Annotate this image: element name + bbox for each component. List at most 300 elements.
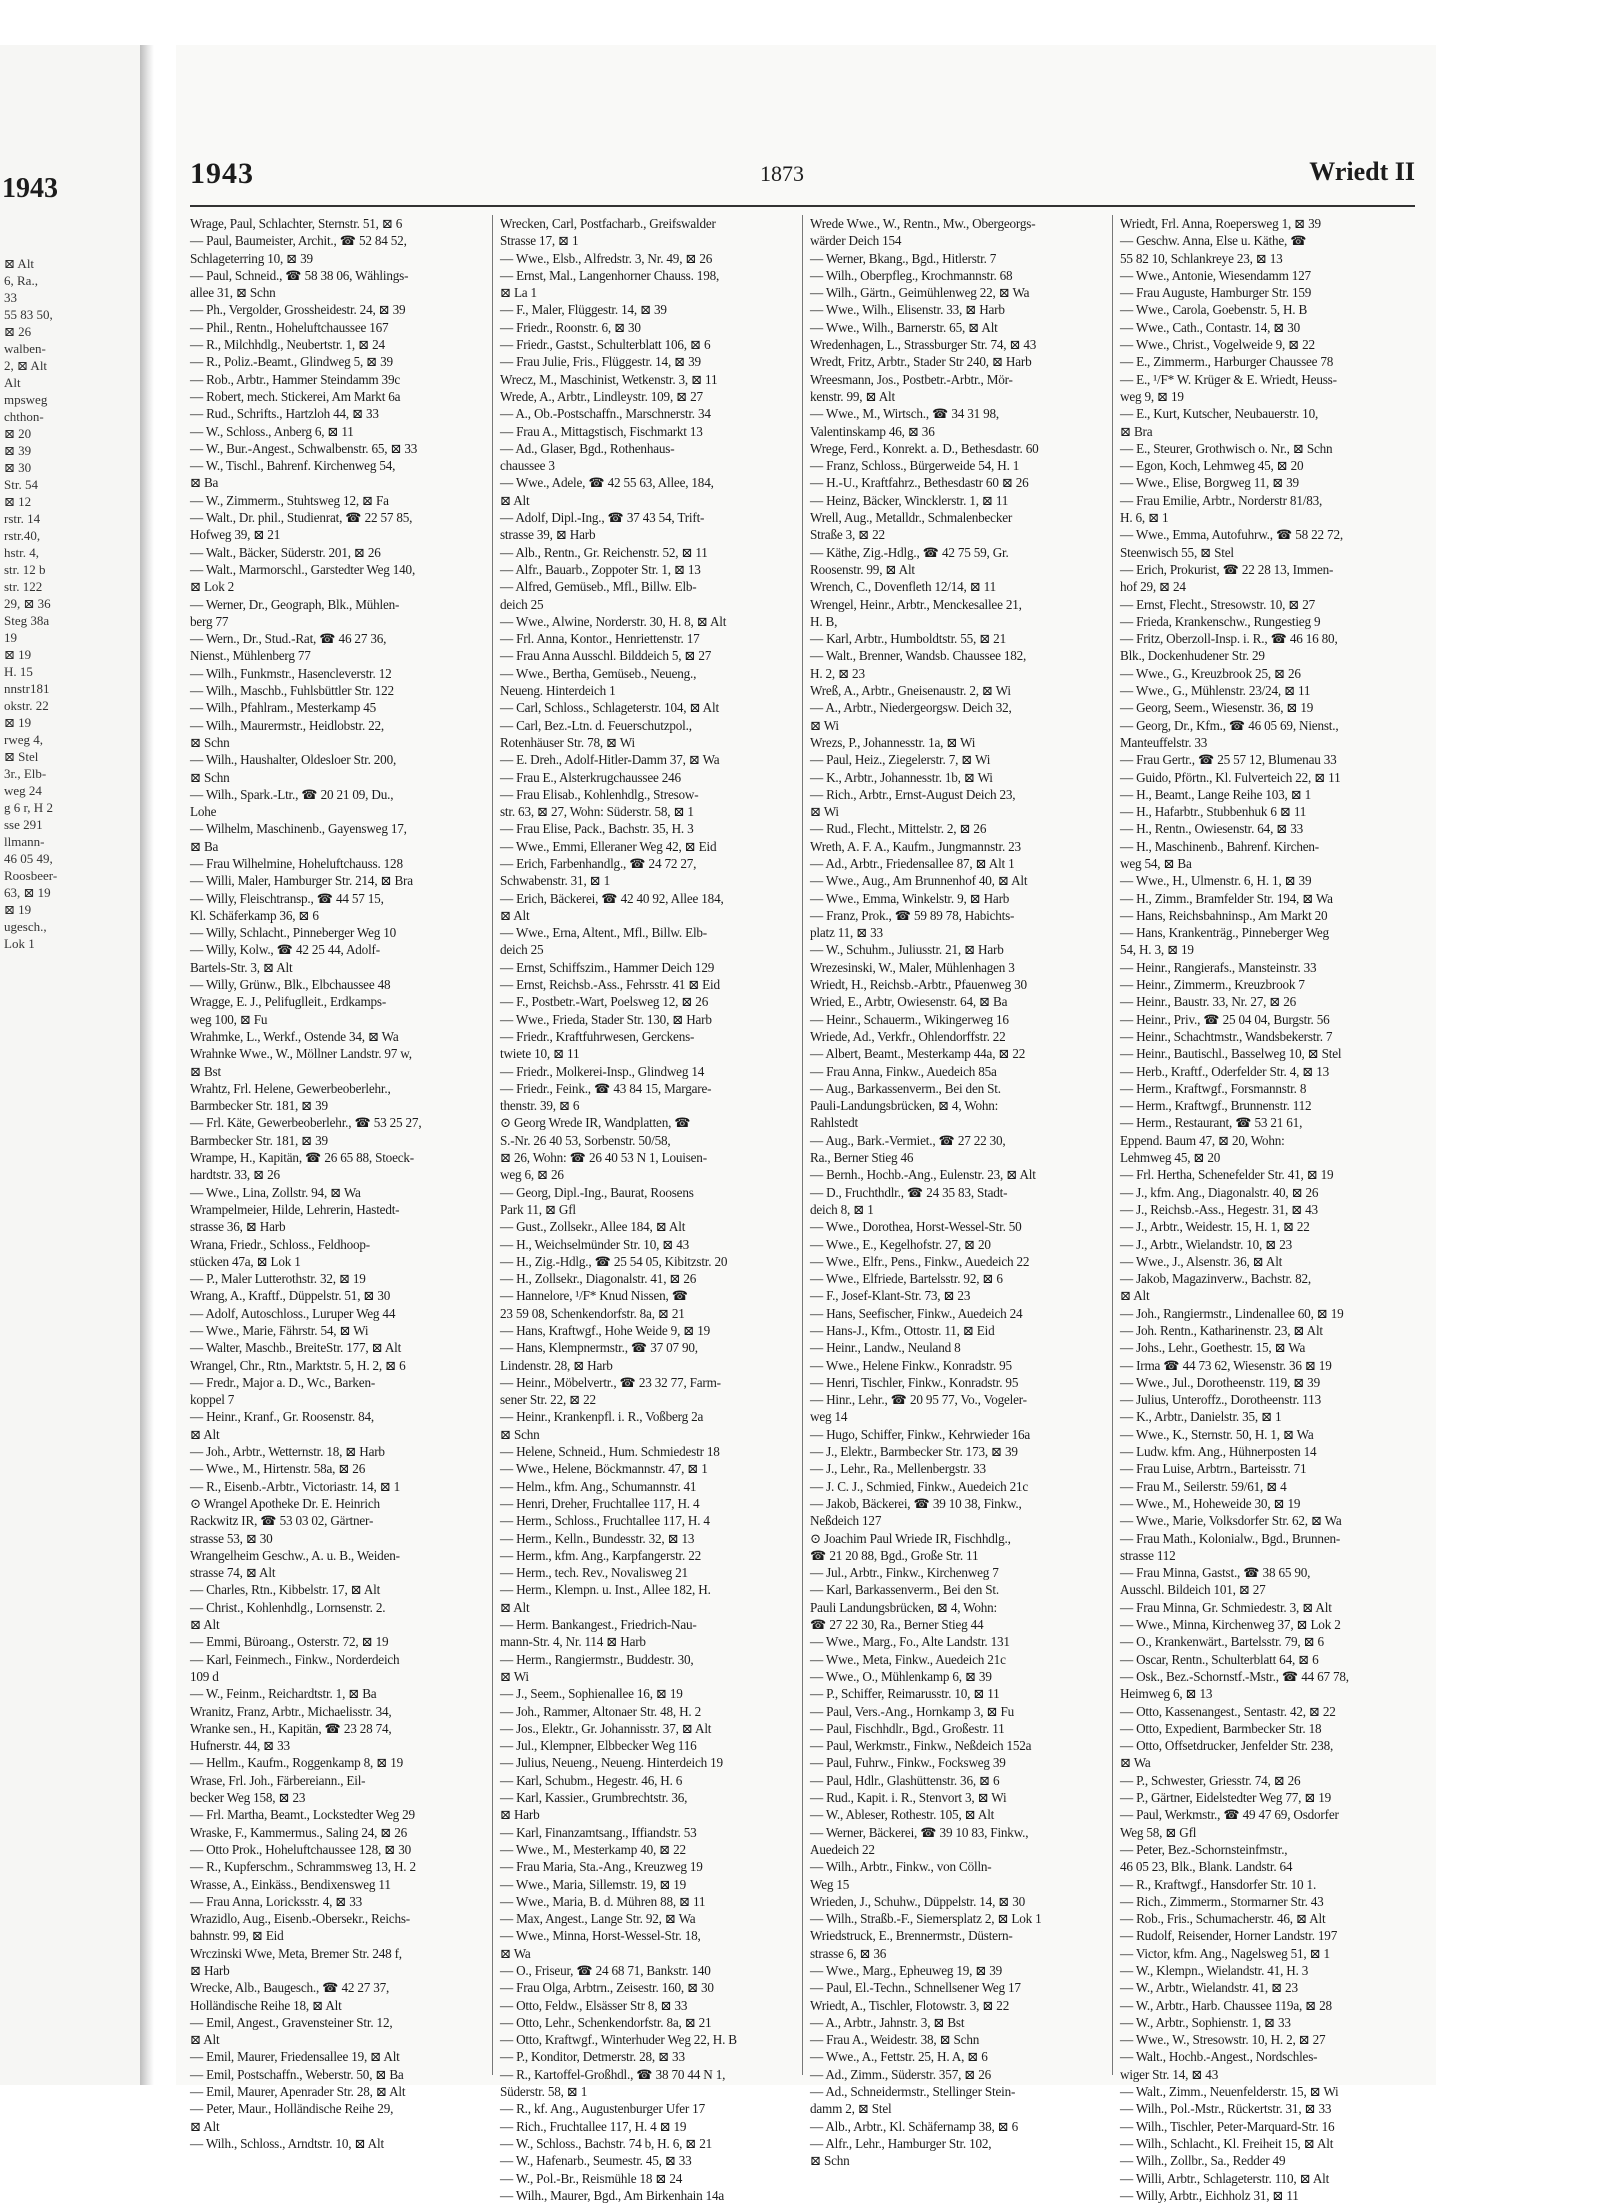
directory-entry: ⊙ Joachim Paul Wriede IR, Fischhdlg., bbox=[810, 1530, 1011, 1546]
directory-entry: bahnstr. 99, ⊠ Eid bbox=[190, 1928, 284, 1944]
directory-entry: — Guido, Pförtn., Kl. Fulverteich 22, ⊠ 11 bbox=[1120, 769, 1341, 785]
directory-entry: — Herb., Kraftf., Oderfelder Str. 4, ⊠ 13 bbox=[1120, 1063, 1330, 1079]
directory-entry: Rotenhäuser Str. 78, ⊠ Wi bbox=[500, 734, 635, 750]
directory-entry: — Ernst, Flecht., Stresowstr. 10, ⊠ 27 bbox=[1120, 596, 1316, 612]
left-page-line: rstr. 14 bbox=[4, 511, 41, 526]
directory-entry: — Wwe., Bertha, Gemüseb., Neueng., bbox=[500, 665, 697, 681]
directory-entry: deich 8, ⊠ 1 bbox=[810, 1201, 874, 1217]
directory-entry: — Ernst, Reichsb.-Ass., Fehrsstr. 41 ⊠ Eid bbox=[500, 977, 720, 993]
directory-entry: — J., Elektr., Barmbecker Str. 173, ⊠ 39 bbox=[810, 1444, 1018, 1460]
directory-entry: Schlageterring 10, ⊠ 39 bbox=[190, 250, 313, 266]
directory-entry: — Joh., Arbtr., Wetternstr. 18, ⊠ Harb bbox=[190, 1444, 385, 1460]
directory-entry: — Paul, Heiz., Ziegelerstr. 7, ⊠ Wi bbox=[810, 752, 991, 768]
directory-entry: — Wwe., Wilh., Barnerstr. 65, ⊠ Alt bbox=[810, 319, 998, 335]
directory-entry: ⊠ 26, Wohn: ☎ 26 40 53 N 1, Louisen- bbox=[500, 1150, 707, 1166]
directory-entry: — Friedr., Kraftfuhrwesen, Gerckens- bbox=[500, 1028, 695, 1044]
directory-entry: Wrezesinski, W., Maler, Mühlenhagen 3 bbox=[810, 959, 1015, 975]
directory-entry: H. B, bbox=[810, 613, 838, 629]
directory-entry: — Hans, Seefischer, Finkw., Auedeich 24 bbox=[810, 1305, 1023, 1321]
directory-entry: — Rich., Fruchtallee 117, H. 4 ⊠ 19 bbox=[500, 2118, 687, 2134]
column-divider bbox=[802, 215, 803, 2075]
directory-entry: — Walt., Dr. phil., Studienrat, ☎ 22 57 85, bbox=[190, 510, 413, 526]
directory-entry: — P., Maler Lutterothstr. 32, ⊠ 19 bbox=[190, 1271, 366, 1287]
directory-entry: — Georg, Dipl.-Ing., Baurat, Roosens bbox=[500, 1184, 694, 1200]
left-page-line: Lok 1 bbox=[4, 936, 35, 951]
directory-entry: — Julius, Unteroffz., Dorotheenstr. 113 bbox=[1120, 1392, 1321, 1408]
directory-entry: — Paul, Fischhdlr., Bgd., Großestr. 11 bbox=[810, 1720, 1005, 1736]
directory-entry: — Wwe., E., Kegelhofstr. 27, ⊠ 20 bbox=[810, 1236, 991, 1252]
directory-entry: Barmbecker Str. 181, ⊠ 39 bbox=[190, 1098, 328, 1114]
directory-entry: — Oscar, Rentn., Schulterblatt 64, ⊠ 6 bbox=[1120, 1651, 1319, 1667]
directory-entry: — Otto, Lehr., Schenkendorfstr. 8a, ⊠ 21 bbox=[500, 2014, 712, 2030]
directory-entry: — Wwe., Meta, Finkw., Auedeich 21c bbox=[810, 1651, 1006, 1667]
directory-entry: — Frau A., Mittagstisch, Fischmarkt 13 bbox=[500, 423, 703, 439]
directory-entry: ⊠ Harb bbox=[500, 1807, 540, 1823]
directory-entry: — W., Zimmerm., Stuhtsweg 12, ⊠ Fa bbox=[190, 492, 389, 508]
directory-entry: — Ludw. kfm. Ang., Hühnerposten 14 bbox=[1120, 1444, 1317, 1460]
directory-entry: Weg 15 bbox=[810, 1876, 850, 1892]
header-page-number: 1873 bbox=[760, 161, 804, 186]
directory-entry: Weg 58, ⊠ Gfl bbox=[1120, 1824, 1197, 1840]
directory-entry: — W., Feinm., Reichardtstr. 1, ⊠ Ba bbox=[190, 1686, 377, 1702]
directory-entry: ⊠ Ba bbox=[190, 475, 219, 491]
directory-entry: — Wwe., Marg., Epheuweg 19, ⊠ 39 bbox=[810, 1962, 1003, 1978]
directory-entry: — Willi, Arbtr., Schlageterstr. 110, ⊠ Alt bbox=[1120, 2170, 1330, 2186]
directory-entry: — Frau Julie, Fris., Flüggestr. 14, ⊠ 39 bbox=[500, 354, 701, 370]
directory-entry: — Heinr., Krankenpfl. i. R., Voßberg 2a bbox=[500, 1409, 704, 1425]
directory-entry: — E., Steurer, Grothwisch o. Nr., ⊠ Schn bbox=[1120, 440, 1333, 456]
directory-entry: — Heinr., Landw., Neuland 8 bbox=[810, 1340, 961, 1356]
directory-entry: ⊠ La 1 bbox=[500, 285, 537, 301]
directory-entry: — Wilh., Funkmstr., Hasencleverstr. 12 bbox=[190, 665, 392, 681]
directory-entry: — Otto, Feldw., Elsässer Str 8, ⊠ 33 bbox=[500, 1997, 688, 2013]
directory-entry: — H., Maschinenb., Bahrenf. Kirchen- bbox=[1120, 838, 1319, 854]
left-page-fragment bbox=[0, 45, 148, 2085]
directory-entry: ⊠ Alt bbox=[500, 492, 530, 508]
directory-entry: kenstr. 99, ⊠ Alt bbox=[810, 388, 895, 404]
directory-entry: — Wilh., Zollbr., Sa., Redder 49 bbox=[1120, 2153, 1286, 2169]
directory-entry: Park 11, ⊠ Gfl bbox=[500, 1201, 576, 1217]
directory-entry: — Joh., Rammer, Altonaer Str. 48, H. 2 bbox=[500, 1703, 702, 1719]
directory-entry: — Wwe., Erna, Altent., Mfl., Billw. Elb- bbox=[500, 925, 707, 941]
directory-entry: 109 d bbox=[190, 1668, 219, 1684]
directory-entry: — Wilh., Oberpfleg., Krochmannstr. 68 bbox=[810, 267, 1013, 283]
directory-entry: ⊠ Ba bbox=[190, 838, 219, 854]
directory-entry: — Jos., Elektr., Gr. Johannisstr. 37, ⊠ Alt bbox=[500, 1720, 712, 1736]
column-divider bbox=[492, 215, 493, 2075]
directory-entry: — Wwe., M., Wirtsch., ☎ 34 31 98, bbox=[810, 406, 1000, 422]
directory-entry: — Werner, Dr., Geograph, Blk., Mühlen- bbox=[190, 596, 400, 612]
directory-entry: stücken 47a, ⊠ Lok 1 bbox=[190, 1253, 301, 1269]
directory-entry: — Wilh., Maurermstr., Heidlobstr. 22, bbox=[190, 717, 385, 733]
directory-entry: — Wilh., Pol.-Mstr., Rückertstr. 31, ⊠ 33 bbox=[1120, 2101, 1332, 2117]
directory-entry: — Hans, Reichsbahninsp., Am Markt 20 bbox=[1120, 907, 1328, 923]
directory-entry: — E., ¹/F* W. Krüger & E. Wriedt, Heuss- bbox=[1120, 371, 1337, 387]
directory-entry: — R., Kupferschm., Schrammsweg 13, H. 2 bbox=[190, 1859, 416, 1875]
directory-entry: platz 11, ⊠ 33 bbox=[810, 925, 883, 941]
directory-entry: Wrang, A., Kraftf., Düppelstr. 51, ⊠ 30 bbox=[190, 1288, 391, 1304]
directory-entry: — W., Arbtr., Wielandstr. 41, ⊠ 23 bbox=[1120, 1980, 1298, 1996]
directory-entry: koppel 7 bbox=[190, 1392, 235, 1408]
directory-entry: — Erich, Prokurist, ☎ 22 28 13, Immen- bbox=[1120, 561, 1334, 577]
left-page-line: ⊠ Stel bbox=[4, 749, 39, 764]
directory-entry: Wriedt, H., Reichsb.-Arbtr., Pfauenweg 30 bbox=[810, 977, 1027, 993]
directory-entry: — Wilh., Tischler, Peter-Marquard-Str. 16 bbox=[1120, 2118, 1335, 2134]
directory-entry: — Karl, Barkassenverm., Bei den St. bbox=[810, 1582, 999, 1598]
directory-entry: — P., Schiffer, Reimarusstr. 10, ⊠ 11 bbox=[810, 1686, 1000, 1702]
directory-entry: Schwabenstr. 31, ⊠ 1 bbox=[500, 873, 610, 889]
directory-entry: Holländische Reihe 18, ⊠ Alt bbox=[190, 1997, 342, 2013]
directory-entry: — Frau Luise, Arbtrn., Barteisstr. 71 bbox=[1120, 1461, 1307, 1477]
directory-entry: Roosenstr. 99, ⊠ Alt bbox=[810, 561, 915, 577]
directory-entry: ☎ 27 22 30, Ra., Berner Stieg 44 bbox=[810, 1617, 984, 1633]
directory-entry: Strasse 17, ⊠ 1 bbox=[500, 233, 579, 249]
directory-entry: — W., Klempn., Wielandstr. 41, H. 3 bbox=[1120, 1962, 1309, 1978]
directory-entry: — Hellm., Kaufm., Roggenkamp 8, ⊠ 19 bbox=[190, 1755, 403, 1771]
directory-entry: Bartels-Str. 3, ⊠ Alt bbox=[190, 959, 293, 975]
directory-entry: — Otto Prok., Hoheluftchaussee 128, ⊠ 30 bbox=[190, 1841, 411, 1857]
directory-entry: — Julius, Neueng., Neueng. Hinterdeich 19 bbox=[500, 1755, 723, 1771]
directory-entry: — Wwe., Marie, Volksdorfer Str. 62, ⊠ Wa bbox=[1120, 1513, 1342, 1529]
directory-entry: weg 14 bbox=[810, 1409, 848, 1425]
directory-entry: — Wwe., M., Mesterkamp 40, ⊠ 22 bbox=[500, 1841, 686, 1857]
directory-entry: Wragge, E. J., Pelifuglleit., Erdkamps- bbox=[190, 994, 387, 1010]
directory-entry: — Emil, Maurer, Apenrader Str. 28, ⊠ Alt bbox=[190, 2084, 406, 2100]
directory-entry: — Wwe., Antonie, Wiesendamm 127 bbox=[1120, 267, 1311, 283]
directory-entry: — Johs., Lehr., Goethestr. 15, ⊠ Wa bbox=[1120, 1340, 1306, 1356]
directory-entry: ⊠ Alt bbox=[190, 2032, 220, 2048]
left-page-line: 55 83 50, bbox=[4, 307, 53, 322]
directory-entry: — Wilh., Schlacht., Kl. Freiheit 15, ⊠ Alt bbox=[1120, 2135, 1334, 2151]
directory-entry: — W., Tischl., Bahrenf. Kirchenweg 54, bbox=[190, 458, 396, 474]
directory-entry: — Frau Anna, Loricksstr. 4, ⊠ 33 bbox=[190, 1893, 363, 1909]
directory-entry: Auedeich 22 bbox=[810, 1841, 875, 1857]
directory-entry: — J. C. J., Schmied, Finkw., Auedeich 21c bbox=[810, 1478, 1029, 1494]
directory-entry: — Wilh., Haushalter, Oldesloer Str. 200, bbox=[190, 752, 397, 768]
directory-entry: — Frau Minna, Gastst., ☎ 38 65 90, bbox=[1120, 1565, 1311, 1581]
directory-entry: Wriedt, Frl. Anna, Roepersweg 1, ⊠ 39 bbox=[1120, 216, 1321, 231]
directory-entry: — Albert, Beamt., Mesterkamp 44a, ⊠ 22 bbox=[810, 1046, 1026, 1062]
directory-entry: Wrase, Frl. Joh., Färbereiann., Eil- bbox=[190, 1772, 366, 1788]
directory-entry: Wrana, Friedr., Schloss., Feldhoop- bbox=[190, 1236, 370, 1252]
directory-entry: — W., Hafenarb., Seumestr. 45, ⊠ 33 bbox=[500, 2153, 692, 2169]
directory-entry: — Käthe, Zig.-Hdlg., ☎ 42 75 59, Gr. bbox=[810, 544, 1009, 560]
directory-entry: — Friedr., Gastst., Schulterblatt 106, ⊠ 6 bbox=[500, 337, 711, 353]
directory-entry: — Alb., Arbtr., Kl. Schäfernamp 38, ⊠ 6 bbox=[810, 2118, 1018, 2134]
directory-entry: Süderstr. 58, ⊠ 1 bbox=[500, 2084, 588, 2100]
directory-entry: — Hans, Klempnermstr., ☎ 37 07 90, bbox=[500, 1340, 698, 1356]
directory-entry: ⊠ Alt bbox=[500, 1599, 530, 1615]
directory-entry: — Friedr., Roonstr. 6, ⊠ 30 bbox=[500, 319, 641, 335]
directory-entry: — Jul., Klempner, Elbbecker Weg 116 bbox=[500, 1738, 697, 1754]
directory-entry: — Gust., Zollsekr., Allee 184, ⊠ Alt bbox=[500, 1219, 686, 1235]
directory-entry: ⊠ Alt bbox=[190, 1617, 220, 1633]
directory-entry: — E., Kurt, Kutscher, Neubauerstr. 10, bbox=[1120, 406, 1319, 422]
directory-entry: — Walt., Brenner, Wandsb. Chaussee 182, bbox=[810, 648, 1027, 664]
directory-entry: chaussee 3 bbox=[500, 458, 555, 474]
directory-entry: — Walt., Marmorschl., Garstedter Weg 140, bbox=[190, 561, 416, 577]
directory-entry: — Paul, Hdlr., Glashüttenstr. 36, ⊠ 6 bbox=[810, 1772, 1000, 1788]
directory-entry: — J., Arbtr., Weidestr. 15, H. 1, ⊠ 22 bbox=[1120, 1219, 1310, 1235]
directory-entry: — F., Josef-Klant-Str. 73, ⊠ 23 bbox=[810, 1288, 971, 1304]
directory-entry: — Ad., Arbtr., Friedensallee 87, ⊠ Alt 1 bbox=[810, 855, 1015, 871]
directory-entry: 46 05 23, Blk., Blank. Landstr. 64 bbox=[1120, 1859, 1293, 1875]
column-divider bbox=[1112, 215, 1113, 2075]
directory-entry: Kl. Schäferkamp 36, ⊠ 6 bbox=[190, 907, 319, 923]
directory-entry: Lehmweg 45, ⊠ 20 bbox=[1120, 1150, 1221, 1166]
directory-entry: — Georg, Seem., Wiesenstr. 36, ⊠ 19 bbox=[1120, 700, 1314, 716]
left-page-line: Roosbeer- bbox=[4, 868, 58, 883]
directory-entry: — H., Weichselmünder Str. 10, ⊠ 43 bbox=[500, 1236, 690, 1252]
directory-entry: — Karl, Arbtr., Humboldtstr. 55, ⊠ 21 bbox=[810, 631, 1006, 647]
directory-entry: — Wilh., Spark.-Ltr., ☎ 20 21 09, Du., bbox=[190, 786, 394, 802]
directory-entry: Pauli-Landungsbrücken, ⊠ 4, Wohn: bbox=[810, 1098, 999, 1114]
directory-entry: Wredenhagen, L., Strassburger Str. 74, ⊠ 43 bbox=[810, 337, 1037, 353]
directory-entry: — Wwe., Aug., Am Brunnenhof 40, ⊠ Alt bbox=[810, 873, 1028, 889]
directory-entry: — Osk., Bez.-Schornstf.-Mstr., ☎ 44 67 78, bbox=[1120, 1668, 1349, 1684]
left-page-line: 46 05 49, bbox=[4, 851, 53, 866]
book-gutter bbox=[140, 45, 154, 2085]
directory-entry: — H., Hafarbtr., Stubbenhuk 6 ⊠ 11 bbox=[1120, 804, 1307, 820]
directory-entry: — Willy, Kolw., ☎ 42 25 44, Adolf- bbox=[190, 942, 380, 958]
directory-entry: — Frieda, Krankenschw., Rungestieg 9 bbox=[1120, 613, 1321, 629]
directory-entry: — J., Lehr., Ra., Mellenbergstr. 33 bbox=[810, 1461, 986, 1477]
directory-entry: — Robert, mech. Stickerei, Am Markt 6a bbox=[190, 388, 401, 404]
directory-entry: — W., Bur.-Angest., Schwalbenstr. 65, ⊠ 33 bbox=[190, 440, 418, 456]
directory-entry: Neueng. Hinterdeich 1 bbox=[500, 683, 616, 699]
directory-entry: — Wwe., Lina, Zollstr. 94, ⊠ Wa bbox=[190, 1184, 361, 1200]
directory-entry: — Emil, Postschaffn., Weberstr. 50, ⊠ Ba bbox=[190, 2066, 404, 2082]
directory-entry: — Fritz, Oberzoll-Insp. i. R., ☎ 46 16 80, bbox=[1120, 631, 1338, 647]
directory-entry: Wrege, Ferd., Konrekt. a. D., Bethesdastr. 60 bbox=[810, 440, 1039, 456]
directory-entry: — Frl. Martha, Beamt., Lockstedter Weg 29 bbox=[190, 1807, 415, 1823]
directory-entry: ⊠ Wi bbox=[810, 804, 839, 820]
directory-entry: Ra., Berner Stieg 46 bbox=[810, 1150, 914, 1166]
directory-entry: — R., kf. Ang., Augustenburger Ufer 17 bbox=[500, 2101, 705, 2117]
directory-entry: — Rud., Kapit. i. R., Stenvort 3, ⊠ Wi bbox=[810, 1790, 1007, 1806]
directory-entry: Wrecken, Carl, Postfacharb., Greifswalder bbox=[500, 216, 716, 231]
left-page-line: okstr. 22 bbox=[4, 698, 49, 713]
column-4 bbox=[1120, 215, 1414, 2203]
directory-entry: — W., Arbtr., Harb. Chaussee 119a, ⊠ 28 bbox=[1120, 1997, 1332, 2013]
directory-entry: — Herm., Kraftwgf., Brunnenstr. 112 bbox=[1120, 1098, 1312, 1114]
directory-entry: — Adolf, Autoschloss., Luruper Weg 44 bbox=[190, 1305, 396, 1321]
directory-entry: Wriede, Ad., Verkfr., Ohlendorffstr. 22 bbox=[810, 1028, 1006, 1044]
left-page-line: ⊠ 39 bbox=[4, 443, 32, 458]
directory-entry: — Wilh., Schloss., Arndtstr. 10, ⊠ Alt bbox=[190, 2135, 384, 2151]
directory-entry: 23 59 08, Schenkendorfstr. 8a, ⊠ 21 bbox=[500, 1305, 685, 1321]
directory-entry: — W., Ableser, Rothestr. 105, ⊠ Alt bbox=[810, 1807, 995, 1823]
left-page-line: llmann- bbox=[4, 834, 45, 849]
directory-entry: — Paul, Schneid., ☎ 58 38 06, Wählings- bbox=[190, 267, 409, 283]
directory-entry: Straße 3, ⊠ 22 bbox=[810, 527, 885, 543]
directory-entry: ⊠ Alt bbox=[190, 2118, 220, 2134]
directory-entry: — Paul, Baumeister, Archit., ☎ 52 84 52, bbox=[190, 233, 407, 249]
directory-entry: — Frau Elisab., Kohlenhdlg., Stresow- bbox=[500, 786, 699, 802]
directory-entry: — Willy, Schlacht., Pinneberger Weg 10 bbox=[190, 925, 397, 941]
directory-entry: — Frau A., Weidestr. 38, ⊠ Schn bbox=[810, 2032, 980, 2048]
directory-entry: — Walt., Hochb.-Angest., Nordschles- bbox=[1120, 2049, 1318, 2065]
directory-entry: — Heinz, Bäcker, Wincklerstr. 1, ⊠ 11 bbox=[810, 492, 1009, 508]
directory-entry: — Franz, Prok., ☎ 59 89 78, Habichts- bbox=[810, 907, 1015, 923]
directory-entry: — Wwe., K., Sternstr. 50, H. 1, ⊠ Wa bbox=[1120, 1426, 1314, 1442]
header-rule bbox=[190, 205, 1415, 207]
directory-entry: — Aug., Barkassenverm., Bei den St. bbox=[810, 1080, 1001, 1096]
directory-entry: — H., Zollsekr., Diagonalstr. 41, ⊠ 26 bbox=[500, 1271, 697, 1287]
directory-entry: Wrede, A., Arbtr., Lindleystr. 109, ⊠ 27 bbox=[500, 388, 703, 404]
directory-entry: — Paul, Werkmstr., Finkw., Neßdeich 152a bbox=[810, 1738, 1032, 1754]
directory-entry: Steenwisch 55, ⊠ Stel bbox=[1120, 544, 1234, 560]
directory-entry: — Rich., Zimmerm., Stormarner Str. 43 bbox=[1120, 1893, 1324, 1909]
directory-entry: — Heinr., Schachtmstr., Wandsbekerstr. 7 bbox=[1120, 1028, 1333, 1044]
directory-entry: wärder Deich 154 bbox=[810, 233, 902, 249]
directory-entry: — Geschw. Anna, Else u. Käthe, ☎ bbox=[1120, 233, 1307, 249]
directory-entry: — Walter, Maschb., BreiteStr. 177, ⊠ Alt bbox=[190, 1340, 402, 1356]
directory-entry: Wrczinski Wwe, Meta, Bremer Str. 248 f, bbox=[190, 1945, 402, 1961]
directory-entry: — J., Seem., Sophienallee 16, ⊠ 19 bbox=[500, 1686, 683, 1702]
directory-entry: ⊠ Wi bbox=[810, 717, 839, 733]
directory-entry: Wreß, A., Arbtr., Gneisenaustr. 2, ⊠ Wi bbox=[810, 683, 1011, 699]
directory-entry: — R., Poliz.-Beamt., Glindweg 5, ⊠ 39 bbox=[190, 354, 393, 370]
directory-entry: — Jul., Arbtr., Finkw., Kirchenweg 7 bbox=[810, 1565, 999, 1581]
directory-entry: ⊙ Georg Wrede IR, Wandplatten, ☎ bbox=[500, 1115, 691, 1131]
directory-entry: — Frau Auguste, Hamburger Str. 159 bbox=[1120, 285, 1312, 301]
directory-entry: — Wwe., Emma, Autofuhrw., ☎ 58 22 72, bbox=[1120, 527, 1343, 543]
directory-entry: — Ad., Zimm., Süderstr. 357, ⊠ 26 bbox=[810, 2066, 992, 2082]
directory-entry: — Hans, Krankenträg., Pinneberger Weg bbox=[1120, 925, 1329, 941]
directory-entry: — Wwe., Jul., Dorotheenstr. 119, ⊠ 39 bbox=[1120, 1374, 1320, 1390]
directory-entry: Wraske, F., Kammermus., Saling 24, ⊠ 26 bbox=[190, 1824, 408, 1840]
directory-entry: — Wwe., W., Stresowstr. 10, H. 2, ⊠ 27 bbox=[1120, 2032, 1326, 2048]
directory-entry: — H., Beamt., Lange Reihe 103, ⊠ 1 bbox=[1120, 786, 1312, 802]
left-page-line: walben- bbox=[4, 341, 46, 356]
directory-entry: — W., Schloss., Bachstr. 74 b, H. 6, ⊠ 21 bbox=[500, 2135, 713, 2151]
left-page-line: ⊠ 20 bbox=[4, 426, 32, 441]
directory-entry: — Wern., Dr., Stud.-Rat, ☎ 46 27 36, bbox=[190, 631, 387, 647]
directory-entry: strasse 6, ⊠ 36 bbox=[810, 1945, 887, 1961]
directory-entry: — J., Reichsb.-Ass., Hegestr. 31, ⊠ 43 bbox=[1120, 1201, 1318, 1217]
directory-entry: — R., Kraftwgf., Hansdorfer Str. 10 1. bbox=[1120, 1876, 1317, 1892]
directory-entry: — Frl. Käte, Gewerbeoberlehr., ☎ 53 25 27, bbox=[190, 1115, 422, 1131]
directory-entry: Wrage, Paul, Schlachter, Sternstr. 51, ⊠ 6 bbox=[190, 216, 403, 231]
directory-entry: — Ad., Glaser, Bgd., Rothenhaus- bbox=[500, 440, 675, 456]
directory-entry: — Hugo, Schiffer, Finkw., Kehrwieder 16a bbox=[810, 1426, 1031, 1442]
directory-entry: — A., Arbtr., Jahnstr. 3, ⊠ Bst bbox=[810, 2014, 965, 2030]
directory-entry: — Karl, Finanzamtsang., Iffiandstr. 53 bbox=[500, 1824, 697, 1840]
left-page-line: ⊠ 19 bbox=[4, 715, 32, 730]
directory-entry: — R., Kartoffel-Großhdl., ☎ 38 70 44 N 1, bbox=[500, 2066, 726, 2082]
directory-entry: Wreth, A. F. A., Kaufm., Jungmannstr. 23 bbox=[810, 838, 1021, 854]
directory-entry: — Wwe., Emma, Winkelstr. 9, ⊠ Harb bbox=[810, 890, 1010, 906]
directory-entry: — Joh., Rangiermstr., Lindenallee 60, ⊠ 19 bbox=[1120, 1305, 1344, 1321]
directory-entry: — H.-U., Kraftfahrz., Bethesdastr 60 ⊠ 26 bbox=[810, 475, 1029, 491]
directory-entry: — Wwe., Wilh., Elisenstr. 33, ⊠ Harb bbox=[810, 302, 1005, 318]
directory-entry: — Erich, Bäckerei, ☎ 42 40 92, Allee 184, bbox=[500, 890, 724, 906]
directory-entry: — Alfr., Bauarb., Zoppoter Str. 1, ⊠ 13 bbox=[500, 561, 701, 577]
directory-entry: — Frau Maria, Sta.-Ang., Kreuzweg 19 bbox=[500, 1859, 703, 1875]
directory-page bbox=[176, 45, 1436, 2203]
directory-entry: sener Str. 22, ⊠ 22 bbox=[500, 1392, 596, 1408]
directory-entry: twiete 10, ⊠ 11 bbox=[500, 1046, 580, 1062]
left-page-line: 3r., Elb- bbox=[4, 766, 47, 781]
directory-entry: — Heinr., Rangierafs., Mansteinstr. 33 bbox=[1120, 959, 1317, 975]
directory-entry: — Joh. Rentn., Katharinenstr. 23, ⊠ Alt bbox=[1120, 1323, 1323, 1338]
directory-entry: — Carl, Schloss., Schlageterstr. 104, ⊠ Alt bbox=[500, 700, 719, 716]
directory-entry: — Rob., Arbtr., Hammer Steindamm 39c bbox=[190, 371, 400, 387]
directory-entry: — Adolf, Dipl.-Ing., ☎ 37 43 54, Trift- bbox=[500, 510, 705, 526]
directory-entry: Wrezs, P., Johannesstr. 1a, ⊠ Wi bbox=[810, 734, 976, 750]
directory-entry: Wried, E., Arbtr, Owiesenstr. 64, ⊠ Ba bbox=[810, 994, 1008, 1010]
directory-entry: — Peter, Bez.-Schornsteinfmstr., bbox=[1120, 1841, 1288, 1857]
left-page-line: rstr.40, bbox=[4, 528, 41, 543]
directory-entry: — Hans-J., Kfm., Ottostr. 11, ⊠ Eid bbox=[810, 1323, 995, 1338]
directory-entry: — Wwe., Carola, Goebenstr. 5, H. B bbox=[1120, 302, 1308, 318]
directory-entry: — Fredr., Major a. D., Wc., Barken- bbox=[190, 1374, 376, 1390]
directory-entry: Barmbecker Str. 181, ⊠ 39 bbox=[190, 1132, 328, 1148]
directory-entry: — A., Ob.-Postschaffn., Marschnerstr. 34 bbox=[500, 406, 711, 422]
directory-entry: Valentinskamp 46, ⊠ 36 bbox=[810, 423, 935, 439]
directory-entry: Wrangelheim Geschw., A. u. B., Weiden- bbox=[190, 1547, 400, 1563]
directory-entry: ⊠ Schn bbox=[190, 734, 230, 750]
left-page-line: ugesch., bbox=[4, 919, 47, 934]
left-page-line: hstr. 4, bbox=[4, 545, 40, 560]
directory-entry: — Werner, Bäckerei, ☎ 39 10 83, Finkw., bbox=[810, 1824, 1029, 1840]
directory-entry: — Paul, El.-Techn., Schnellsener Weg 17 bbox=[810, 1980, 1021, 1996]
directory-entry: — Paul, Vers.-Ang., Hornkamp 3, ⊠ Fu bbox=[810, 1703, 1014, 1719]
directory-entry: — Frau Anna, Finkw., Auedeich 85a bbox=[810, 1063, 997, 1079]
directory-entry: — Georg, Dr., Kfm., ☎ 46 05 69, Nienst., bbox=[1120, 717, 1339, 733]
directory-entry: Pauli Landungsbrücken, ⊠ 4, Wohn: bbox=[810, 1599, 998, 1615]
directory-entry: — Wilh., Arbtr., Finkw., von Cölln- bbox=[810, 1859, 992, 1875]
directory-entry: — Helene, Schneid., Hum. Schmiedestr 18 bbox=[500, 1444, 720, 1460]
directory-entry: — F., Maler, Flüggestr. 14, ⊠ 39 bbox=[500, 302, 667, 318]
directory-entry: — E. Dreh., Adolf-Hitler-Damm 37, ⊠ Wa bbox=[500, 752, 720, 768]
directory-entry: Wrahmke, L., Werkf., Ostende 34, ⊠ Wa bbox=[190, 1028, 399, 1044]
directory-entry: — Wwe., O., Mühlenkamp 6, ⊠ 39 bbox=[810, 1668, 992, 1684]
directory-entry: Wriedstruck, E., Brennermstr., Düstern- bbox=[810, 1928, 1013, 1944]
directory-entry: — H., Zig.-Hdlg., ☎ 25 54 05, Kibitzstr. 20 bbox=[500, 1253, 728, 1269]
left-page-line: ⊠ 19 bbox=[4, 902, 32, 917]
directory-entry: — Karl, Kassier., Grumbrechtstr. 36, bbox=[500, 1790, 688, 1806]
directory-entry: Wrieden, J., Schuhw., Düppelstr. 14, ⊠ 30 bbox=[810, 1893, 1026, 1909]
directory-entry: — Irma ☎ 44 73 62, Wiesenstr. 36 ⊠ 19 bbox=[1120, 1357, 1332, 1373]
directory-entry: Nienst., Mühlenberg 77 bbox=[190, 648, 311, 664]
directory-entry: — W., Arbtr., Sophienstr. 1, ⊠ 33 bbox=[1120, 2014, 1291, 2030]
directory-entry: hof 29, ⊠ 24 bbox=[1120, 579, 1186, 595]
directory-entry: — Paul, Fuhrw., Finkw., Focksweg 39 bbox=[810, 1755, 1006, 1771]
directory-entry: becker Weg 158, ⊠ 23 bbox=[190, 1790, 306, 1806]
directory-entry: ⊠ Schn bbox=[190, 769, 230, 785]
directory-entry: — Wwe., H., Ulmenstr. 6, H. 1, ⊠ 39 bbox=[1120, 873, 1312, 889]
directory-entry: — Jakob, Magazinverw., Bachstr. 82, bbox=[1120, 1271, 1312, 1287]
directory-entry: — Otto, Kassenangest., Sentastr. 42, ⊠ 22 bbox=[1120, 1703, 1336, 1719]
directory-entry: — Wwe., Frieda, Stader Str. 130, ⊠ Harb bbox=[500, 1011, 712, 1027]
directory-entry: — Wwe., Marie, Fährstr. 54, ⊠ Wi bbox=[190, 1323, 369, 1338]
directory-entry: — Egon, Koch, Lehmweg 45, ⊠ 20 bbox=[1120, 458, 1304, 474]
directory-entry: — Herm., tech. Rev., Novalisweg 21 bbox=[500, 1565, 688, 1581]
directory-entry: — Alfr., Lehr., Hamburger Str. 102, bbox=[810, 2135, 992, 2151]
directory-entry: Hufnerstr. 44, ⊠ 33 bbox=[190, 1738, 290, 1754]
directory-entry: allee 31, ⊠ Schn bbox=[190, 285, 276, 301]
left-page-line: g 6 r, H 2 bbox=[4, 800, 53, 815]
left-page-line: 29, ⊠ 36 bbox=[4, 596, 51, 611]
directory-entry: ⊠ Alt bbox=[190, 1426, 220, 1442]
directory-entry: — Christ., Kohlenhdlg., Lornsenstr. 2. bbox=[190, 1599, 386, 1615]
left-page-line: Str. 54 bbox=[4, 477, 38, 492]
directory-entry: — Victor, kfm. Ang., Nagelsweg 51, ⊠ 1 bbox=[1120, 1945, 1330, 1961]
directory-entry: — Frau Minna, Gr. Schmiedestr. 3, ⊠ Alt bbox=[1120, 1599, 1332, 1615]
directory-entry: — P., Gärtner, Eidelstedter Weg 77, ⊠ 19 bbox=[1120, 1790, 1332, 1806]
